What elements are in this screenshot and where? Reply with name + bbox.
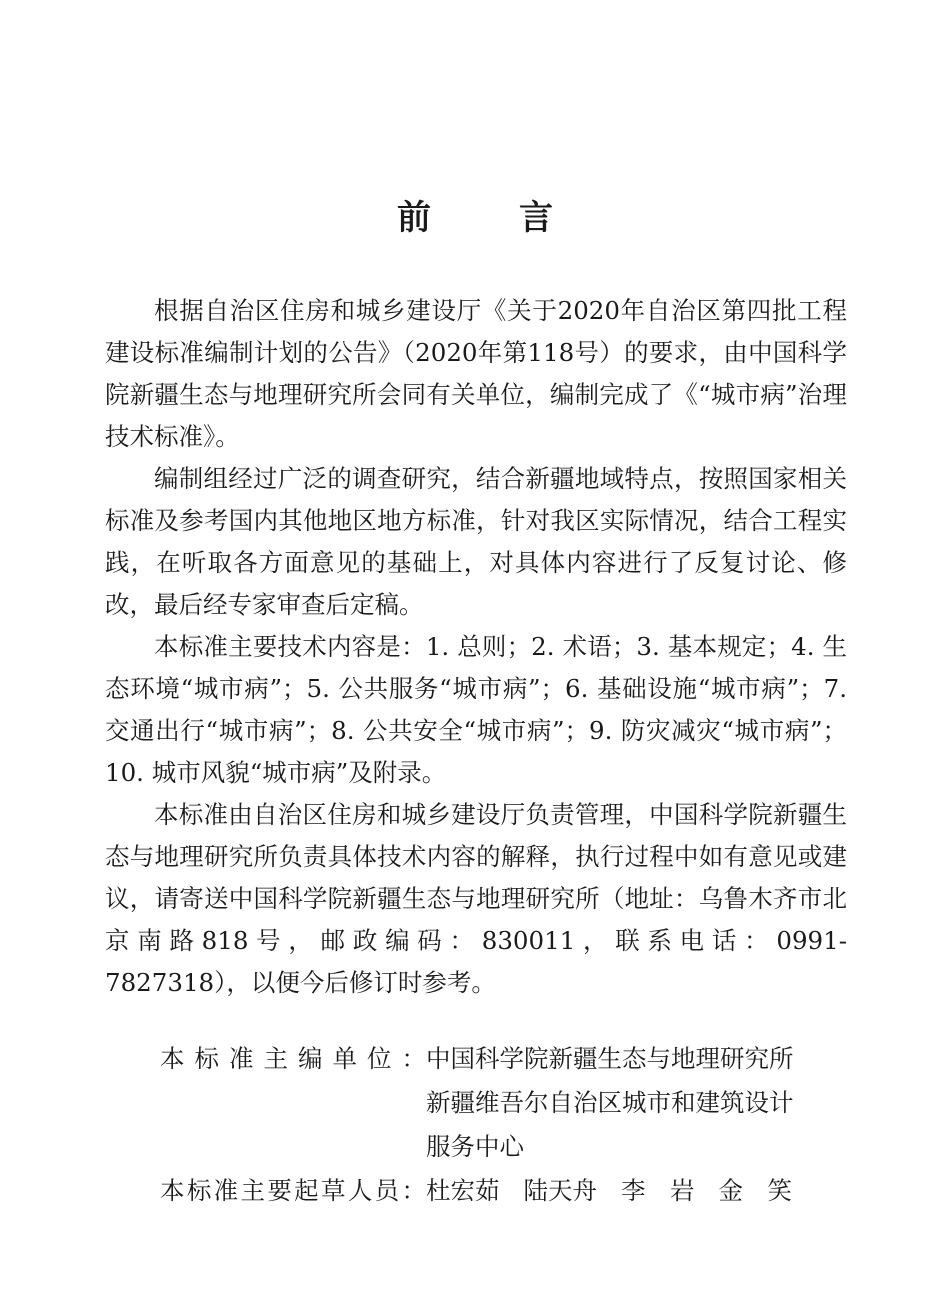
chief-editor-unit: 新疆维吾尔自治区城市和建筑设计 — [426, 1088, 794, 1117]
paragraph-contents: 本标准主要技术内容是：1. 总则；2. 术语；3. 基本规定；4. 生态环境“城市病”；5. 公共服务“城市病”；6. 基础设施“城市病”；7. 交通出行“城市病”；8. 公共安全“城市病”；9. 防灾减灾“城市病”；10. 城市风貌“城市病”及附录。 — [105, 632, 847, 787]
title-char-1: 前 — [397, 198, 431, 238]
drafters-names — [426, 1169, 860, 1213]
chief-editor-unit: 中国科学院新疆生态与地理研究所 — [426, 1044, 794, 1073]
chief-editor-label: 本标准主编单位： — [160, 1044, 426, 1073]
drafters-label: 本标准主要起草人员： — [160, 1176, 426, 1205]
preface-body — [105, 290, 847, 1004]
paragraph-process: 编制组经过广泛的调查研究，结合新疆地域特点，按照国家相关标准及参考国内其他地区地方标准，针对我区实际情况，结合工程实践，在听取各方面意见的基础上，对具体内容进行了反复讨论、修改，最后经专家审查后定稿。 — [105, 464, 847, 619]
chief-editor-row — [160, 1037, 860, 1169]
credits-block — [160, 1037, 860, 1213]
drafters-row — [160, 1169, 860, 1213]
drafter-name: 李 岩 — [621, 1176, 695, 1205]
drafter-name: 杜宏茹 — [426, 1176, 500, 1205]
chief-editor-unit: 服务中心 — [426, 1132, 524, 1161]
title-char-2: 言 — [519, 198, 553, 238]
page-title — [0, 190, 950, 239]
drafter-name: 金 笑 — [718, 1176, 792, 1205]
drafter-name: 陆天舟 — [523, 1176, 597, 1205]
paragraph-management: 本标准由自治区住房和城乡建设厅负责管理，中国科学院新疆生态与地理研究所负责具体技术内容的解释，执行过程中如有意见或建议，请寄送中国科学院新疆生态与地理研究所（地址：乌鲁木齐市北京南路818号，邮政编码：830011，联系电话：0991-7827318），以便今后修订时参考。 — [105, 800, 847, 997]
paragraph-basis: 根据自治区住房和城乡建设厅《关于2020年自治区第四批工程建设标准编制计划的公告》（2020年第118号）的要求，由中国科学院新疆生态与地理研究所会同有关单位，编制完成了《“城市病”治理技术标准》。 — [105, 296, 847, 451]
chief-editor-units — [426, 1037, 860, 1169]
